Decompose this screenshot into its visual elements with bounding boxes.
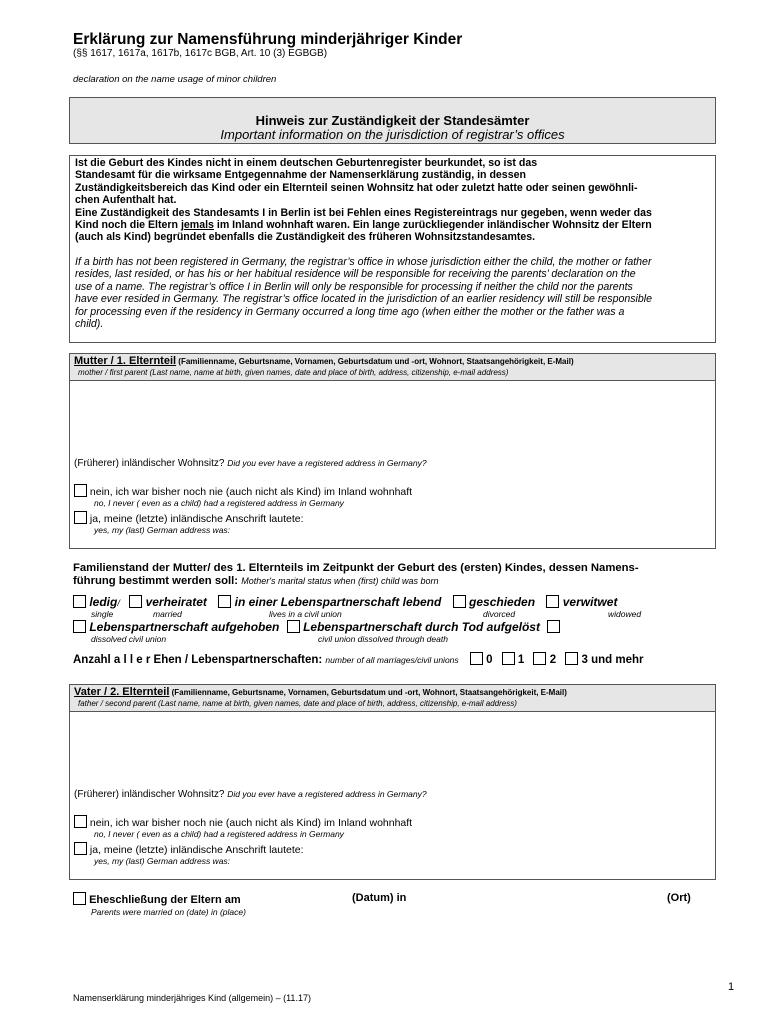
mother-no-residence-label: nein, ich war bisher noch nie (auch nicht als Kind) im Inland wohnhaft: [89, 486, 413, 498]
verwitwet-checkbox[interactable]: [546, 595, 559, 608]
father-no-residence-english: no, I never ( even as a child) had a registered address in Germany: [94, 829, 344, 839]
married-label: married: [153, 609, 182, 619]
notice-line: Eine Zuständigkeit des Standesamts I in Berlin ist bei Fehlen eines Registereintrags nur gegeben, wenn weder das: [75, 206, 652, 219]
marriage-label-english: Parents were married on (date) in (place): [91, 907, 246, 917]
father-heading-english: father / second parent (Last name, name at birth, given names, date and place of birth, address, citizenship, e-mail address): [78, 699, 517, 708]
marriage-count-label: Anzahl a l l e r Ehen / Lebenspartnerschaften:: [73, 654, 326, 666]
geschieden-checkbox[interactable]: [453, 595, 466, 608]
mother-residence-checkbox[interactable]: [74, 511, 87, 524]
page-number: 1: [728, 981, 735, 993]
aufgehoben-checkbox[interactable]: [73, 620, 86, 633]
divorced-label: divorced: [483, 609, 516, 619]
notice-line: child).: [75, 318, 104, 331]
legal-references: (§§ 1617, 1617a, 1617b, 1617c BGB, Art. 10 (3) EGBGB): [73, 48, 328, 59]
form-title: Erklärung zur Namensführung minderjähriger Kinder: [73, 31, 463, 48]
notice-line: chen Aufenthalt hat.: [75, 194, 177, 207]
tod-extra-checkbox[interactable]: [547, 620, 560, 633]
verwitwet-label: verwitwet: [562, 595, 618, 609]
lebenspartnerschaft-checkbox[interactable]: [218, 595, 231, 608]
father-no-residence-label: nein, ich war bisher noch nie (auch nicht als Kind) im Inland wohnhaft: [89, 817, 413, 829]
form-footer: Namenserklärung minderjähriges Kind (allgemein) – (11.17): [73, 993, 311, 1003]
marriage-place-label: (Ort): [667, 892, 691, 904]
marriage-date-label: (Datum) in: [352, 892, 407, 904]
count-1-label: 1: [517, 654, 525, 666]
notice-line: Zuständigkeitsbereich das Kind oder ein Elternteil seinen Wohnsitz hat oder zuletzt hatte oder seinen gewöhnli-: [75, 181, 638, 194]
marital-title-line1: Familienstand der Mutter/ des 1. Elternteils im Zeitpunkt der Geburt des (ersten) Kindes, dessen Namens-: [73, 562, 639, 574]
count-3-label: 3 und mehr: [581, 654, 644, 666]
aufgehoben-label: Lebenspartnerschaft aufgehoben: [89, 620, 280, 634]
father-heading-detail: (Familienname, Geburtsname, Vornamen, Geburtsdatum und -ort, Wohnort, Staatsangehörigkeit, E-Mail): [169, 688, 567, 697]
marriage-checkbox[interactable]: [73, 892, 86, 905]
civil-union-label: lives in a civil union: [269, 609, 342, 619]
father-section: [69, 684, 716, 880]
jurisdiction-notice-header: [69, 97, 716, 144]
mother-heading-english: mother / first parent (Last name, name at birth, given names, date and place of birth, address, citizenship, e-mail address): [78, 368, 509, 377]
single-label: single: [91, 609, 114, 619]
widowed-label: widowed: [608, 609, 642, 619]
verheiratet-label: verheiratet: [145, 595, 207, 609]
mother-heading-detail: (Familienname, Geburtsname, Vornamen, Geburtsdatum und -ort, Wohnort, Staatsangehörigkeit, E-Mail): [176, 357, 574, 366]
mother-details-field[interactable]: [70, 382, 715, 457]
verheiratet-checkbox[interactable]: [129, 595, 142, 608]
dissolved-death-label: civil union dissolved through death: [318, 634, 448, 644]
ledig-checkbox[interactable]: [73, 595, 86, 608]
marital-title-english: Mother's marital status when (first) child was born: [241, 576, 439, 586]
notice-line: Kind noch die Eltern jemals im Inland wohnhaft waren. Ein lange zurückliegender inländischer Wohnsitz der Eltern: [75, 219, 652, 232]
father-details-field[interactable]: [70, 713, 715, 788]
father-residence-label: ja, meine (letzte) inländische Anschrift lautete:: [89, 844, 304, 856]
notice-line: for processing even if the residency in Germany occurred a long time ago (when either the mother or the father was a: [75, 305, 625, 318]
notice-title: Hinweis zur Zuständigkeit der Standesämter: [255, 113, 530, 128]
count-1-checkbox[interactable]: [502, 652, 515, 665]
marital-status-title: [73, 562, 723, 588]
count-0-label: 0: [486, 654, 493, 666]
mother-residence-label: ja, meine (letzte) inländische Anschrift lautete:: [89, 513, 304, 525]
notice-line: have ever resided in Germany. The registrar’s office located in the jurisdiction of an earlier residency will still be responsible: [75, 293, 653, 306]
form-title-english: declaration on the name usage of minor children: [73, 74, 277, 85]
ledig-separator: /: [117, 598, 120, 608]
geschieden-label: geschieden: [469, 595, 536, 609]
marriage-label: Eheschließung der Eltern am: [89, 894, 241, 906]
notice-line: use of a name. The registrar’s office I in Berlin will only be responsible for processing if neither the child nor the parents: [75, 280, 633, 293]
notice-line: Standesamt für die wirksame Entgegennahme der Namenserklärung zuständig, in dessen: [75, 169, 526, 182]
marriage-count-english: number of all marriages/civil unions: [325, 655, 459, 665]
dissolved-label: dissolved civil union: [91, 634, 167, 644]
marital-title-line2: führung bestimmt werden soll:: [73, 575, 242, 587]
father-residence-checkbox[interactable]: [74, 842, 87, 855]
count-2-checkbox[interactable]: [533, 652, 546, 665]
emphasis-jemals: jemals: [180, 219, 214, 232]
notice-line: Ist die Geburt des Kindes nicht in einem deutschen Geburtenregister beurkundet, so ist das: [75, 157, 538, 169]
father-residence-question-english: Did you ever have a registered address in Germany?: [227, 789, 427, 799]
father-residence-english: yes, my (last) German address was:: [94, 856, 231, 866]
count-2-label: 2: [549, 654, 557, 666]
lebenspartnerschaft-label: in einer Lebenspartnerschaft lebend: [234, 595, 442, 609]
tod-label: Lebenspartnerschaft durch Tod aufgelöst: [303, 620, 540, 634]
notice-text-english: [75, 256, 711, 330]
mother-residence-question: (Früherer) inländischer Wohnsitz?: [74, 458, 228, 469]
father-section-header: [70, 685, 715, 712]
father-no-residence-checkbox[interactable]: [74, 815, 87, 828]
notice-line: resides, last resided, or has his or her habitual residence will be responsible for receiving the parents’ declaration on the: [75, 268, 636, 281]
father-heading: Vater / 2. Elternteil: [74, 686, 170, 698]
notice-text-german: [75, 157, 711, 244]
tod-checkbox[interactable]: [287, 620, 300, 633]
notice-line: (auch als Kind) begründet ebenfalls die Zuständigkeit des früheren Wohnsitzstandesamtes.: [75, 231, 536, 244]
mother-no-residence-checkbox[interactable]: [74, 484, 87, 497]
mother-section-header: [70, 354, 715, 381]
mother-no-residence-english: no, I never ( even as a child) had a registered address in Germany: [94, 498, 344, 508]
count-3-checkbox[interactable]: [565, 652, 578, 665]
mother-heading: Mutter / 1. Elternteil: [74, 355, 177, 367]
count-0-checkbox[interactable]: [470, 652, 483, 665]
mother-residence-english: yes, my (last) German address was:: [94, 525, 231, 535]
notice-line: If a birth has not been registered in Germany, the registrar’s office in whose jurisdiction either the child, the mother or father: [75, 256, 652, 268]
ledig-label: ledig: [89, 595, 118, 609]
mother-residence-question-english: Did you ever have a registered address in Germany?: [227, 458, 427, 468]
jurisdiction-notice-body: [69, 155, 716, 343]
marriage-count-row: [73, 652, 643, 666]
notice-title-english: Important information on the jurisdiction of registrar’s offices: [220, 127, 565, 142]
father-residence-question: (Früherer) inländischer Wohnsitz?: [74, 789, 228, 800]
mother-section: [69, 353, 716, 549]
